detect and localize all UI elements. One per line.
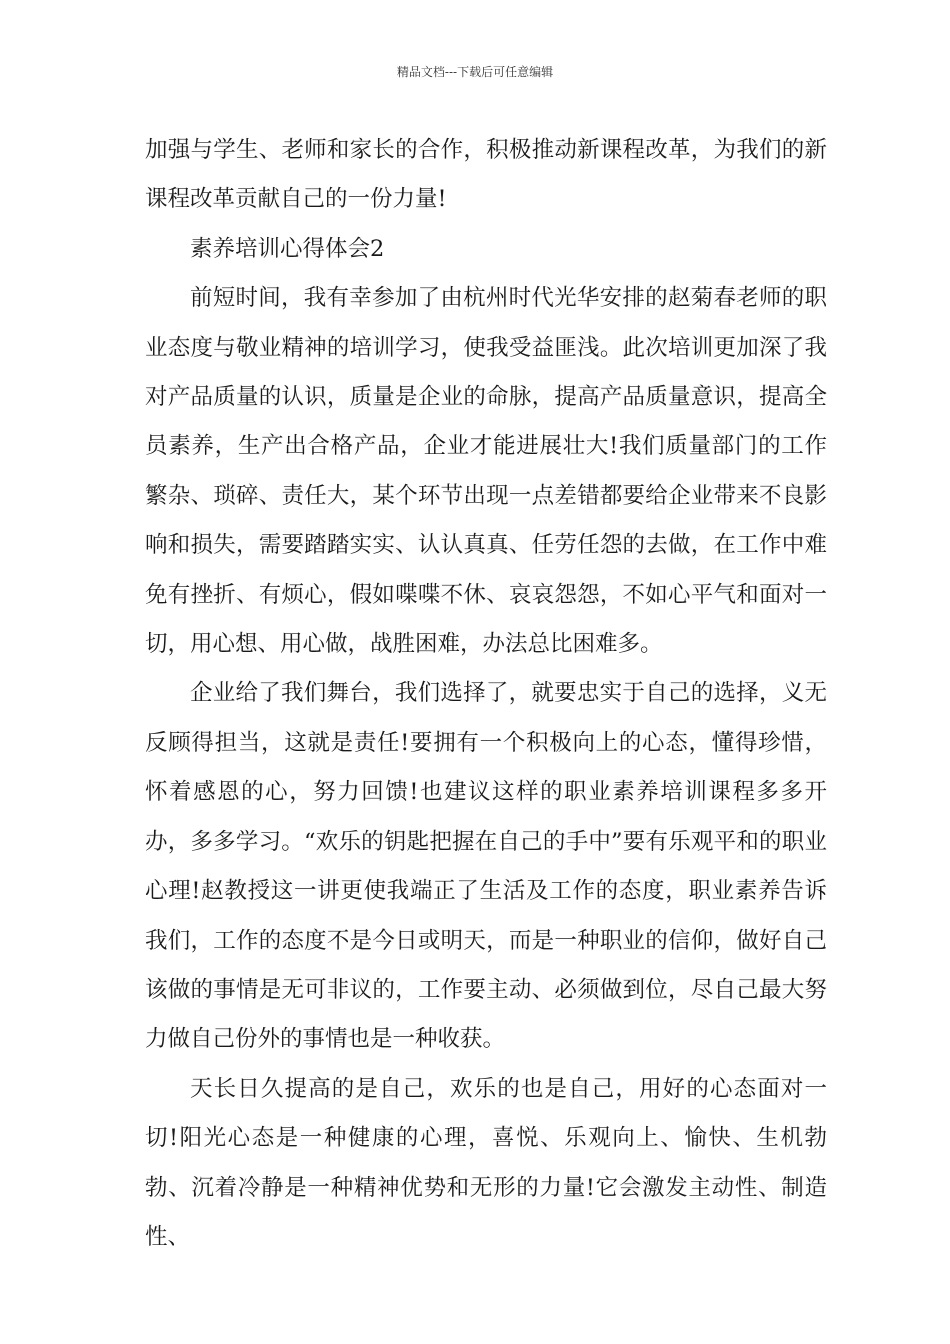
page-header: 精品文档---下载后可任意编辑 xyxy=(396,65,554,79)
paragraph-4: 天长日久提高的是自己，欢乐的也是自己，用好的心态面对一切!阳光心态是一种健康的心理，喜悦、乐观向上、愉快、生机勃勃、沉着冷静是一种精神优势和无形的力量!它会激发主动性、制造性、 xyxy=(145,1075,827,1250)
paragraph-3: 企业给了我们舞台，我们选择了，就要忠实于自己的选择，义无反顾得担当，这就是责任!要拥有一个积极向上的心态，懂得珍惜，怀着感恩的心，努力回馈!也建议这样的职业素养培训课程多多开办，多多学习。“欢乐的钥匙把握在自己的手中”要有乐观平和的职业心理!赵教授这一讲更使我端正了生活及工作的态度，职业素养告诉我们，工作的态度不是今日或明天，而是一种职业的信仰，做好自己该做的事情是无可非议的，工作要主动、必须做到位，尽自己最大努力做自己份外的事情也是一种收获。 xyxy=(145,680,827,1053)
document-body xyxy=(145,126,827,1262)
paragraph-2: 前短时间，我有幸参加了由杭州时代光华安排的赵菊春老师的职业态度与敬业精神的培训学习，使我受益匪浅。此次培训更加深了我对产品质量的认识，质量是企业的命脉，提高产品质量意识，提高全员素养，生产出合格产品，企业才能进展壮大!我们质量部门的工作繁杂、琐碎、责任大，某个环节出现一点差错都要给企业带来不良影响和损失，需要踏踏实实、认认真真、任劳任怨的去做，在工作中难免有挫折、有烦心，假如喋喋不休、哀哀怨怨，不如心平气和面对一切，用心想、用心做，战胜困难，办法总比困难多。 xyxy=(145,285,827,658)
section-heading: 素养培训心得体会2 xyxy=(190,235,385,262)
paragraph-1: 加强与学生、老师和家长的合作，积极推动新课程改革，为我们的新课程改革贡献自己的一份力量! xyxy=(145,137,827,213)
